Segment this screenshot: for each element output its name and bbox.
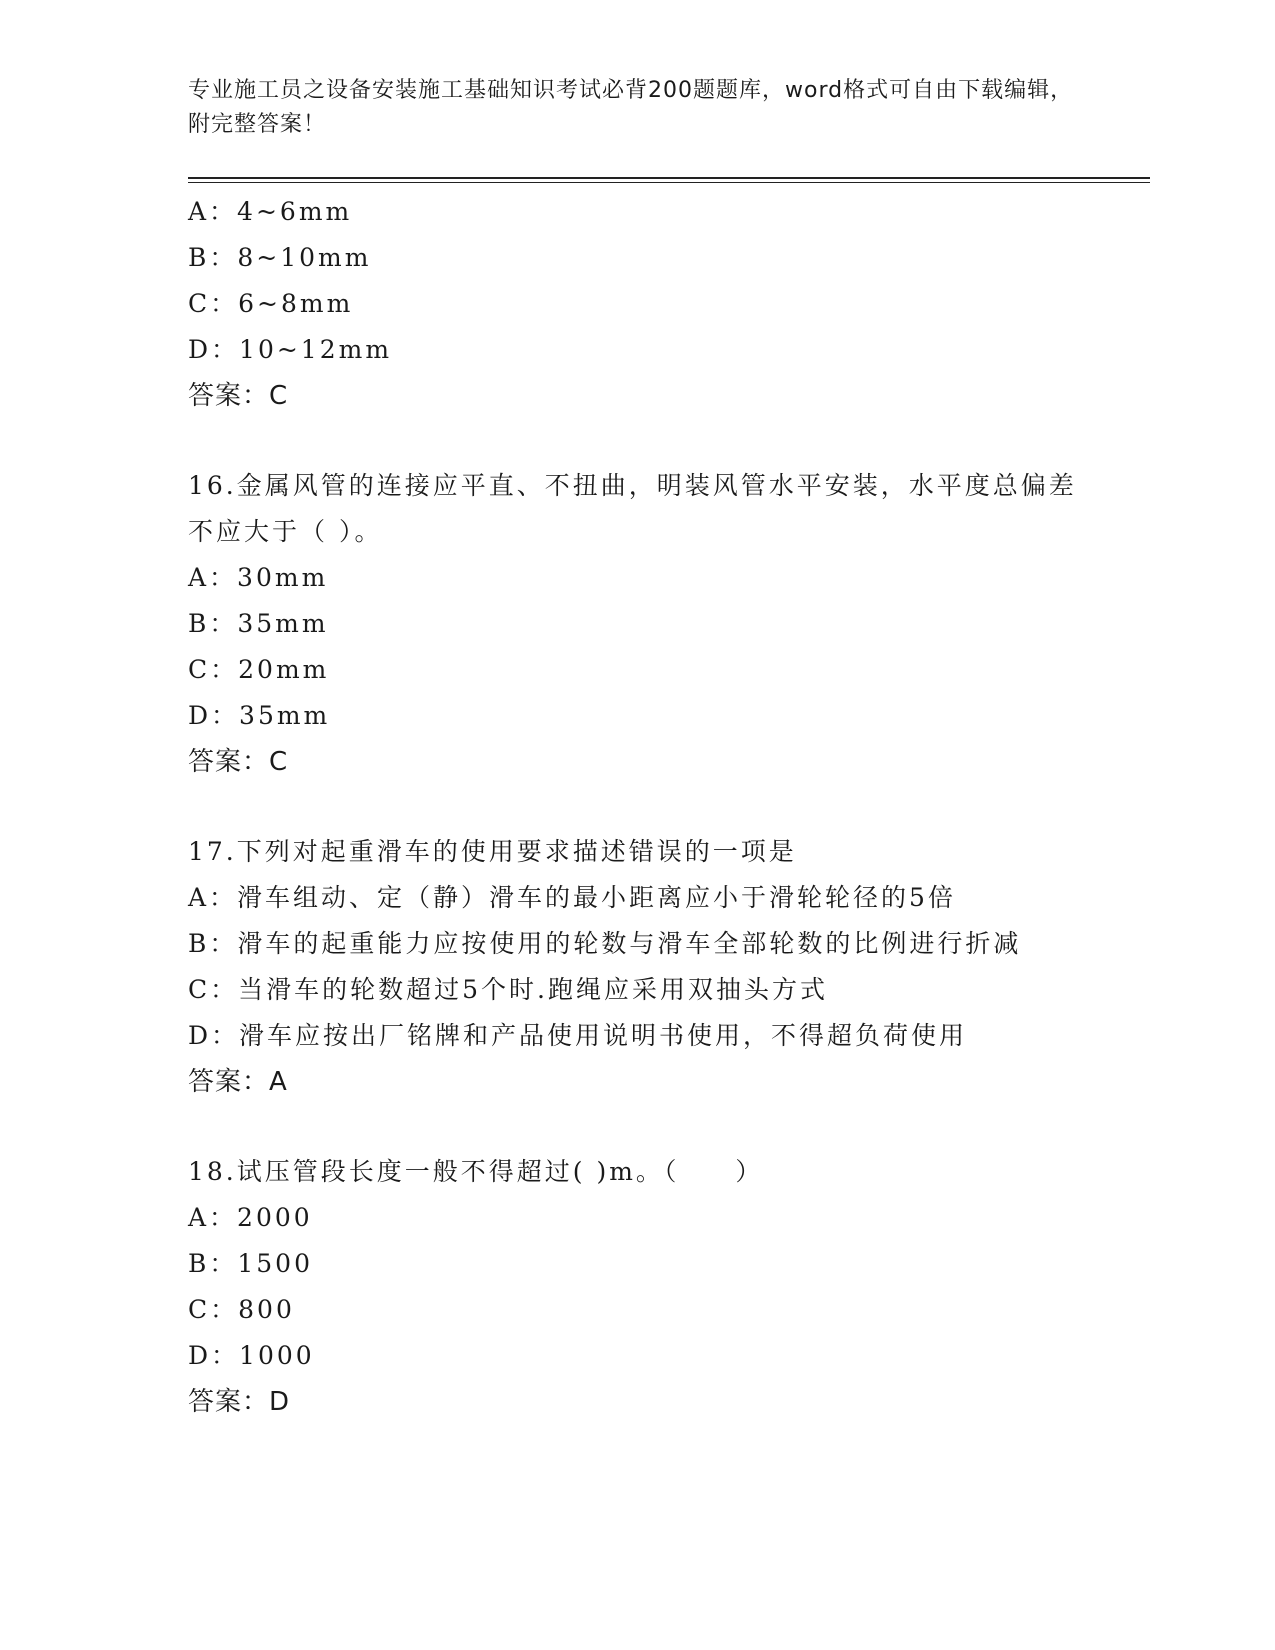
- option-c: C：800: [188, 1295, 295, 1324]
- option-a: A：2000: [188, 1203, 313, 1232]
- option-c: C：6~8mm: [188, 289, 354, 318]
- answer: 答案：C: [188, 747, 289, 777]
- header-divider-thick: [188, 177, 1150, 179]
- question-18: [188, 1149, 1088, 1425]
- header-divider-thin: [188, 182, 1150, 183]
- option-c: C：当滑车的轮数超过5个时.跑绳应采用双抽头方式: [188, 975, 828, 1004]
- question-list: [188, 189, 1088, 1425]
- answer: 答案：D: [188, 1387, 291, 1417]
- question-stem: 17.下列对起重滑车的使用要求描述错误的一项是: [188, 837, 797, 866]
- option-c: C：20mm: [188, 655, 330, 684]
- document-header: 专业施工员之设备安装施工基础知识考试必背200题题库，word格式可自由下载编辑，附完整答案！: [188, 78, 1074, 137]
- question-17: [188, 829, 1088, 1105]
- option-a: A：30mm: [188, 563, 329, 592]
- question-16: [188, 463, 1088, 785]
- question-stem: 16.金属风管的连接应平直、不扭曲，明装风管水平安装，水平度总偏差不应大于（ ）。: [188, 471, 1077, 546]
- option-d: D：35mm: [188, 701, 331, 730]
- option-d: D：滑车应按出厂铭牌和产品使用说明书使用，不得超负荷使用: [188, 1021, 968, 1050]
- question-15: [188, 189, 1088, 419]
- option-b: B：1500: [188, 1249, 313, 1278]
- option-a: A：滑车组动、定（静）滑车的最小距离应小于滑轮轮径的5倍: [188, 883, 956, 912]
- option-b: B：滑车的起重能力应按使用的轮数与滑车全部轮数的比例进行折减: [188, 929, 1022, 958]
- option-a: A：4~6mm: [188, 197, 353, 226]
- option-d: D：1000: [188, 1341, 315, 1370]
- option-b: B：8~10mm: [188, 243, 372, 272]
- answer: 答案：A: [188, 1067, 288, 1097]
- question-stem: 18.试压管段长度一般不得超过( )m。（ ）: [188, 1157, 764, 1186]
- answer: 答案：C: [188, 381, 289, 411]
- option-d: D：10~12mm: [188, 335, 393, 364]
- option-b: B：35mm: [188, 609, 329, 638]
